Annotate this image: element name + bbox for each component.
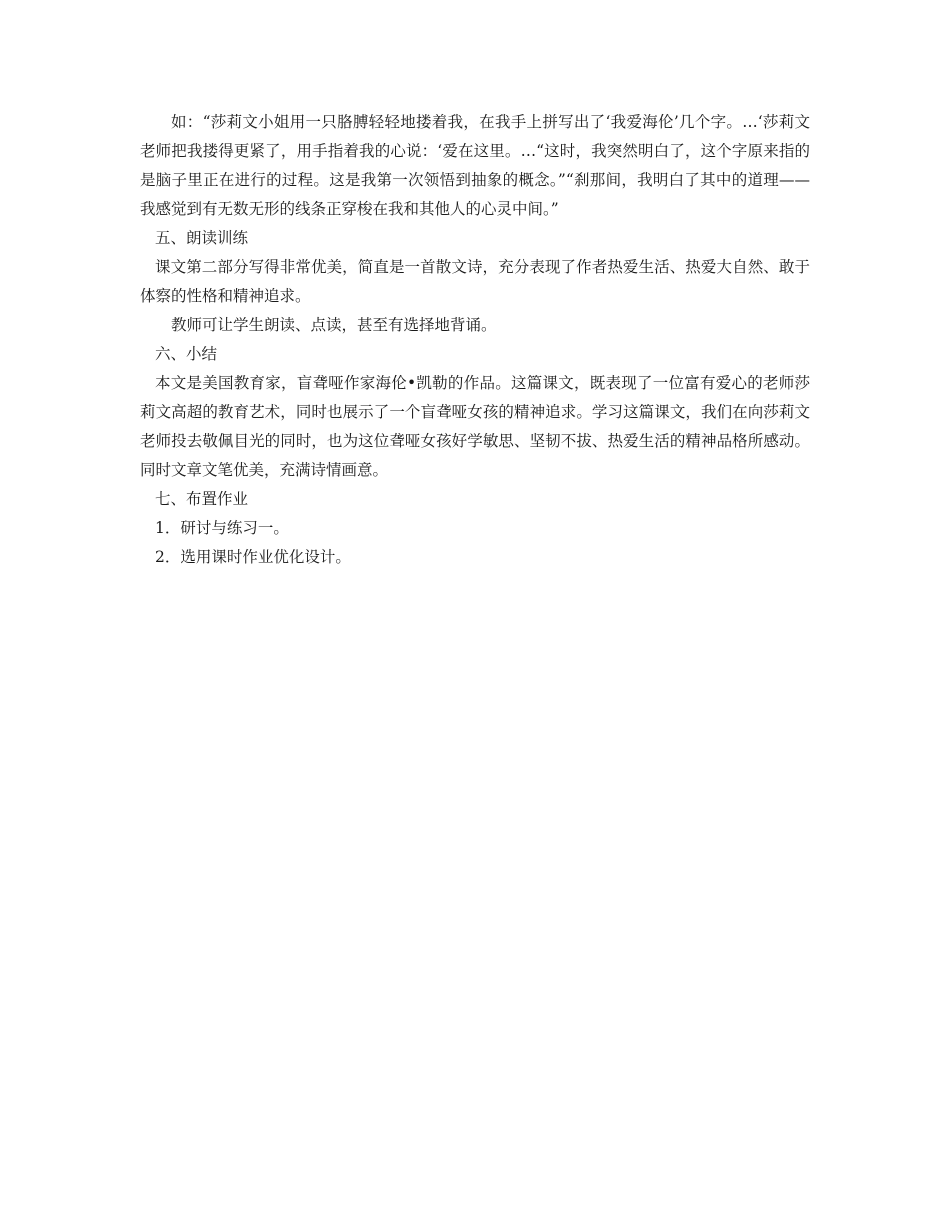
section-5-note: 教师可让学生朗读、点读，甚至有选择地背诵。 [171,316,497,334]
homework-item-2: 2．选用课时作业优化设计。 [155,548,351,566]
section-6-heading: 六、小结 [155,345,218,363]
section-5-heading: 五、朗读训练 [155,229,249,247]
document-page [140,108,810,572]
homework-item-1: 1．研讨与练习一。 [155,519,289,537]
section-7-heading: 七、布置作业 [155,490,249,508]
quote-paragraph: 如：“莎莉文小姐用一只胳膊轻轻地搂着我，在我手上拼写出了‘我爱海伦’几个字。…‘莎莉文老师把我搂得更紧了，用手指着我的心说：‘爱在这里。…“这时，我突然明白了，这个字原来指的是脑子里正在进行的过程。这是我第一次领悟到抽象的概念。”“刹那间，我明白了其中的道理——我感觉到有无数无形的线条正穿梭在我和其他人的心灵中间。” [140,113,810,218]
section-5-body: 课文第二部分写得非常优美，简直是一首散文诗，充分表现了作者热爱生活、热爱大自然、敢于体察的性格和精神追求。 [140,258,810,305]
section-6-body: 本文是美国教育家，盲聋哑作家海伦•凯勒的作品。这篇课文，既表现了一位富有爱心的老师莎莉文高超的教育艺术，同时也展示了一个盲聋哑女孩的精神追求。学习这篇课文，我们在向莎莉文老师投去敬佩目光的同时，也为这位聋哑女孩好学敏思、坚韧不拔、热爱生活的精神品格所感动。同时文章文笔优美，充满诗情画意。 [140,374,810,479]
